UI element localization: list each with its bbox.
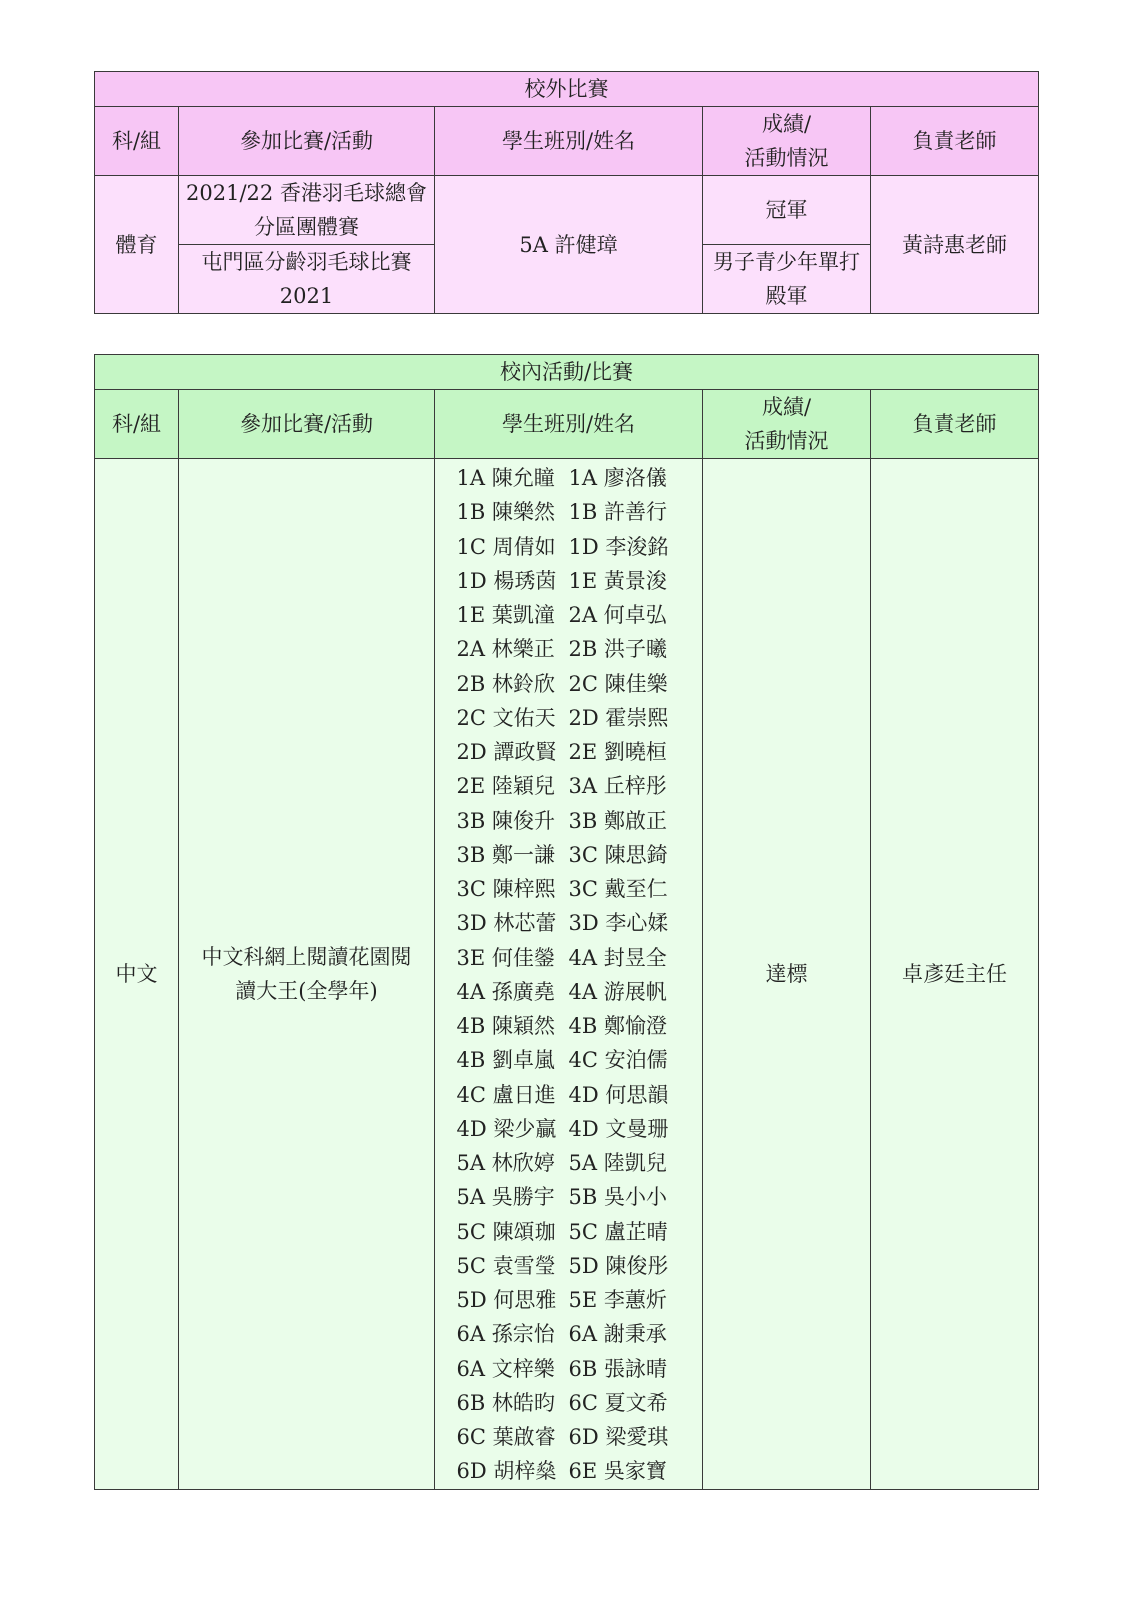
student-row [435, 735, 702, 769]
student-row [435, 1454, 702, 1488]
header-teacher: 負責老師 [871, 390, 1039, 459]
student-name: 6D 梁愛琪 [568, 1425, 669, 1449]
external-competition-table [94, 71, 1039, 314]
student-name: 2A 林樂正 [456, 637, 555, 662]
student-name: 1A 廖洛儀 [568, 466, 667, 490]
event-cell [179, 176, 435, 245]
student-row [435, 804, 702, 838]
result-cell: 冠軍 [703, 176, 871, 245]
student-name: 2C 陳佳樂 [568, 671, 668, 696]
student-name: 3B 陳俊升 [456, 808, 555, 833]
student-name: 6E 吳家寶 [568, 1459, 667, 1484]
student-row [435, 701, 702, 735]
student-name: 3D 林芯蕾 [456, 911, 557, 936]
student-name: 3C 戴至仁 [568, 877, 668, 901]
student-name: 3B 鄭一謙 [456, 842, 555, 867]
student-name: 2B 林鈴欣 [456, 671, 555, 696]
student-row [435, 1043, 702, 1077]
student-name: 6A 文梓樂 [456, 1356, 555, 1381]
header-subject: 科/組 [95, 107, 179, 176]
student-name: 6A 謝秉承 [568, 1322, 667, 1347]
student-name: 4B 陳穎然 [456, 1014, 555, 1038]
result-cell: 達標 [703, 459, 871, 1490]
student-row [435, 1146, 702, 1180]
student-name: 5E 李蕙炘 [568, 1288, 667, 1312]
header-result [703, 390, 871, 459]
student-row [435, 1352, 702, 1386]
student-name: 4B 劉卓嵐 [456, 1048, 555, 1073]
student-name: 2A 何卓弘 [568, 603, 667, 627]
student-name: 2D 霍崇熙 [568, 705, 669, 730]
student-name: 4A 封昱全 [568, 945, 667, 970]
student-name: 2C 文佑天 [456, 705, 556, 730]
header-subject: 科/組 [95, 390, 179, 459]
student-name: 1A 陳允瞳 [456, 466, 555, 490]
student-name: 1E 葉凱潼 [456, 603, 555, 627]
student-name: 2E 劉曉桓 [568, 740, 667, 764]
student-name: 5A 林欣婷 [456, 1151, 555, 1175]
header-event: 參加比賽/活動 [179, 390, 435, 459]
student-row [435, 530, 702, 564]
header-student: 學生班別/姓名 [435, 390, 703, 459]
student-name: 4D 梁少贏 [456, 1116, 557, 1141]
student-name: 4B 鄭愉澄 [568, 1014, 667, 1038]
header-result-line1: 成績/ [761, 112, 812, 136]
student-row [435, 906, 702, 940]
event-line: 中文科網上閱讀花園閱 [201, 944, 412, 969]
student-row [435, 1180, 702, 1214]
internal-table-title: 校內活動/比賽 [95, 355, 1039, 390]
student-row [435, 598, 702, 632]
student-row [435, 1249, 702, 1283]
student-name: 2D 譚政賢 [456, 740, 557, 764]
student-row [435, 1283, 702, 1317]
event-cell [179, 459, 435, 1490]
student-row [435, 461, 702, 495]
student-name: 1D 楊琇茵 [456, 568, 557, 593]
student-name: 6D 胡梓燊 [456, 1459, 557, 1484]
student-name: 1D 李浚銘 [568, 534, 669, 559]
student-name: 6C 葉啟睿 [456, 1425, 556, 1449]
student-name: 5C 陳頌珈 [456, 1219, 556, 1244]
student-name: 4C 盧日進 [456, 1082, 556, 1107]
student-name: 5A 吳勝宇 [456, 1185, 555, 1210]
student-row [435, 1420, 702, 1454]
student-row [435, 667, 702, 701]
subject-cell: 中文 [95, 459, 179, 1490]
student-name: 3C 陳思錡 [568, 842, 668, 867]
student-row [435, 838, 702, 872]
external-table-title: 校外比賽 [95, 72, 1039, 107]
result-line: 男子青少年單打 [713, 250, 860, 274]
student-row [435, 632, 702, 666]
header-student: 學生班別/姓名 [435, 107, 703, 176]
event-cell [179, 245, 435, 314]
student-name: 5C 袁雪瑩 [456, 1253, 556, 1278]
student-cell: 5A 許健璋 [435, 176, 703, 314]
student-name: 6C 夏文希 [568, 1390, 668, 1415]
student-name: 5C 盧芷晴 [568, 1219, 668, 1244]
student-row [435, 1112, 702, 1146]
student-row [435, 1009, 702, 1043]
student-row [435, 872, 702, 906]
result-line: 殿軍 [765, 284, 808, 308]
student-name: 1B 陳樂然 [456, 500, 555, 525]
student-name: 3D 李心媃 [568, 911, 669, 936]
result-cell [703, 245, 871, 314]
student-name: 5D 何思雅 [456, 1288, 557, 1312]
student-name: 3A 丘梓彤 [568, 774, 667, 799]
student-name: 4C 安泊儒 [568, 1048, 668, 1073]
header-result-line2: 活動情況 [744, 146, 829, 170]
subject-cell: 體育 [95, 176, 179, 314]
student-row [435, 1215, 702, 1249]
student-list [435, 459, 703, 1490]
student-row [435, 941, 702, 975]
student-name: 4A 孫廣堯 [456, 979, 555, 1004]
header-result-line2: 活動情況 [744, 429, 829, 453]
event-line: 2021/22 香港羽毛球總會 [186, 181, 427, 205]
student-name: 4D 文曼珊 [568, 1116, 669, 1141]
student-row [435, 975, 702, 1009]
student-name: 3B 鄭啟正 [568, 808, 667, 833]
student-name: 2B 洪子曦 [568, 637, 667, 662]
student-name: 1B 許善行 [568, 500, 667, 525]
teacher-cell: 卓彥廷主任 [871, 459, 1039, 1490]
student-name: 6B 林皓昀 [456, 1390, 555, 1415]
student-name: 5D 陳俊彤 [568, 1253, 669, 1278]
student-row [435, 495, 702, 529]
student-name: 3E 何佳鎣 [456, 945, 555, 970]
event-line: 屯門區分齡羽毛球比賽 [201, 250, 412, 274]
student-name: 1C 周倩如 [456, 534, 556, 559]
student-name: 4A 游展帆 [568, 979, 667, 1004]
student-name: 6A 孫宗怡 [456, 1322, 555, 1347]
student-name: 3C 陳梓熙 [456, 877, 556, 901]
student-name: 6B 張詠晴 [568, 1356, 667, 1381]
header-event: 參加比賽/活動 [179, 107, 435, 176]
student-name: 2E 陸穎兒 [456, 774, 555, 799]
teacher-cell: 黃詩惠老師 [871, 176, 1039, 314]
event-line: 分區團體賽 [254, 215, 359, 239]
student-name: 5B 吳小小 [568, 1185, 667, 1210]
header-result [703, 107, 871, 176]
internal-activity-table [94, 354, 1039, 1490]
student-name: 1E 黃景浚 [568, 568, 667, 593]
student-name: 4D 何思韻 [568, 1082, 669, 1107]
student-row [435, 1078, 702, 1112]
student-row [435, 1386, 702, 1420]
student-row [435, 1317, 702, 1351]
student-row [435, 769, 702, 803]
event-line: 2021 [279, 284, 334, 308]
student-row [435, 564, 702, 598]
header-teacher: 負責老師 [871, 107, 1039, 176]
event-line: 讀大王(全學年) [235, 978, 378, 1003]
student-name: 5A 陸凱兒 [568, 1151, 667, 1175]
header-result-line1: 成績/ [761, 395, 812, 419]
